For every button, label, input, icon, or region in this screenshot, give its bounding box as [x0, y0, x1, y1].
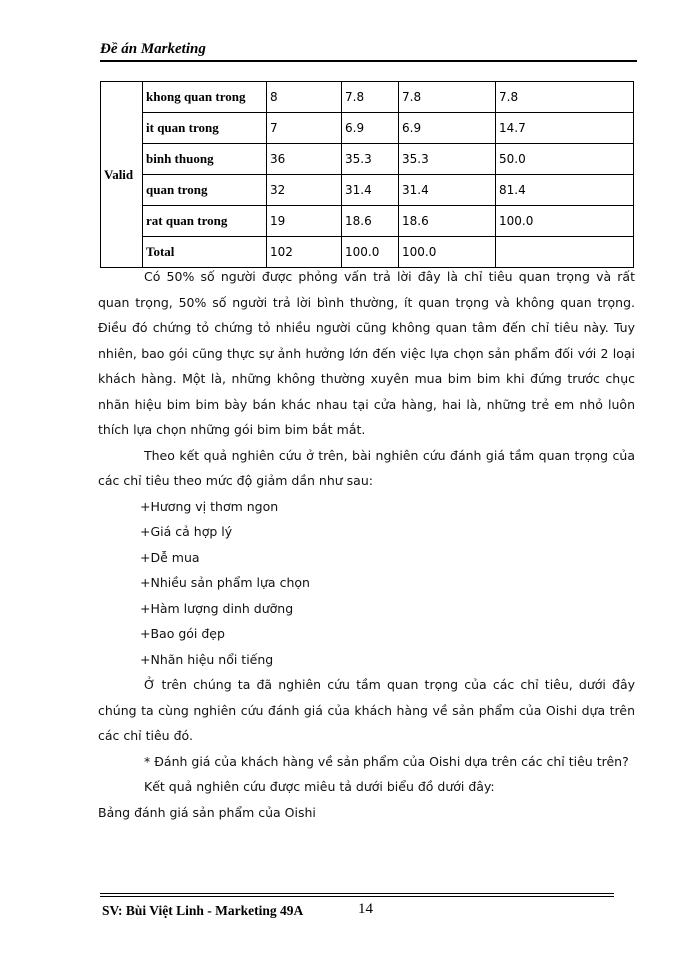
- paragraph: Theo kết quả nghiên cứu ở trên, bài nghiên cứu đánh giá tầm quan trọng của các chỉ tiêu theo mức độ giảm dần như sau:: [98, 447, 635, 488]
- row-label: quan trong: [143, 175, 267, 206]
- paragraph: Ở trên chúng ta đã nghiên cứu tầm quan trọng của các chỉ tiêu, dưới đây chúng ta cùng nghiên cứu đánh giá của khách hàng về sản phẩm của Oishi dựa trên các chỉ tiêu đó.: [98, 677, 635, 743]
- frequency-cell: 8: [267, 82, 342, 113]
- percent-cell: 18.6: [342, 206, 399, 237]
- footer-rule: [100, 896, 614, 897]
- table-row: [101, 175, 634, 206]
- paragraph: Kết quả nghiên cứu được miêu tả dưới biểu đồ dưới đây:: [144, 779, 495, 794]
- row-label: khong quan trong: [143, 82, 267, 113]
- table-row: [101, 237, 634, 268]
- footer-rule: [100, 893, 614, 894]
- valid-percent-cell: 100.0: [399, 237, 496, 268]
- percent-cell: 6.9: [342, 113, 399, 144]
- row-label: binh thuong: [143, 144, 267, 175]
- page-header: [100, 40, 637, 58]
- row-label: it quan trong: [143, 113, 267, 144]
- table-row: [101, 144, 634, 175]
- percent-cell: 100.0: [342, 237, 399, 268]
- cumulative-percent-cell: 81.4: [496, 175, 634, 206]
- list-item: +Giá cả hợp lý: [140, 524, 233, 539]
- body-text: [98, 264, 635, 825]
- frequency-table: [100, 81, 634, 268]
- list-item: +Dễ mua: [140, 549, 200, 565]
- cumulative-percent-cell: 7.8: [496, 82, 634, 113]
- valid-percent-cell: 6.9: [399, 113, 496, 144]
- percent-cell: 7.8: [342, 82, 399, 113]
- list-item: +Hương vị thơm ngon: [140, 498, 279, 514]
- footer-author: SV: Bùi Việt Linh - Marketing 49A: [102, 903, 304, 918]
- valid-percent-cell: 7.8: [399, 82, 496, 113]
- list-item: +Hàm lượng dinh dưỡng: [140, 600, 294, 616]
- valid-cell: Valid: [101, 82, 143, 268]
- frequency-cell: 7: [267, 113, 342, 144]
- table-row: [101, 82, 634, 113]
- row-label: Total: [143, 237, 267, 268]
- frequency-cell: 36: [267, 144, 342, 175]
- header-title: Đề án Marketing: [100, 41, 206, 57]
- paragraph: * Đánh giá của khách hàng về sản phẩm của Oishi dựa trên các chỉ tiêu trên?: [144, 753, 629, 769]
- criteria-list: [98, 494, 635, 673]
- row-label: rat quan trong: [143, 206, 267, 237]
- cumulative-percent-cell: 14.7: [496, 113, 634, 144]
- list-item: +Bao gói đẹp: [140, 626, 225, 641]
- frequency-cell: 19: [267, 206, 342, 237]
- header-rule: [100, 60, 637, 62]
- table-row: [101, 206, 634, 237]
- frequency-cell: 102: [267, 237, 342, 268]
- list-item: +Nhiều sản phẩm lựa chọn: [140, 575, 310, 590]
- page-number: 14: [358, 901, 373, 917]
- frequency-cell: 32: [267, 175, 342, 206]
- valid-percent-cell: 35.3: [399, 144, 496, 175]
- list-item: +Nhãn hiệu nổi tiếng: [140, 651, 274, 667]
- table-caption: Bảng đánh giá sản phẩm của Oishi: [98, 804, 316, 820]
- cumulative-percent-cell: [496, 237, 634, 268]
- valid-percent-cell: 18.6: [399, 206, 496, 237]
- table-row: [101, 113, 634, 144]
- cumulative-percent-cell: 100.0: [496, 206, 634, 237]
- valid-percent-cell: 31.4: [399, 175, 496, 206]
- percent-cell: 31.4: [342, 175, 399, 206]
- percent-cell: 35.3: [342, 144, 399, 175]
- cumulative-percent-cell: 50.0: [496, 144, 634, 175]
- paragraph: Có 50% số người được phỏng vấn trả lời đây là chỉ tiêu quan trọng và rất quan trọng, 50% số người trả lời bình thường, ít quan trọng và không quan trọng. Điều đó chứng tỏ chứng tỏ nhiều người cũng không quan tâm đến chỉ tiêu này. Tuy nhiên, bao gói cũng thực sự ảnh hưởng lớn đến việc lựa chọn sản phẩm đối với 2 loại khách hàng. Một là, những không thường xuyên mua bim bim khi đứng trước chục nhãn hiệu bim bim bày bán khác nhau tại cửa hàng, hai là, những trẻ em nhỏ luôn thích lựa chọn những gói bim bim bắt mắt.: [98, 269, 635, 437]
